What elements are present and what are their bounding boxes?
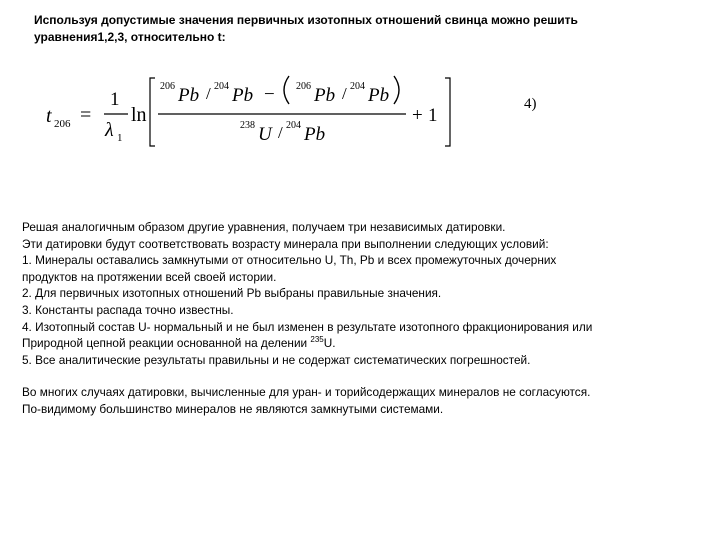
list-item-4-text: Природной цепной реакции основанной на делении (22, 336, 311, 351)
list-item-4-cont (22, 335, 712, 352)
pb-e: Pb (304, 124, 326, 145)
iso-204-b: 204 (350, 81, 365, 92)
left-paren (284, 76, 289, 104)
fraction-numerator: 1 (110, 89, 120, 110)
ln-operator: ln (131, 104, 147, 126)
pb-d: Pb (368, 85, 390, 106)
minus-sign: − (264, 84, 275, 105)
left-bracket (150, 78, 155, 146)
heading-line-2: уравнения1,2,3, относительно t: (34, 30, 226, 44)
uranium-symbol: U. (323, 336, 336, 351)
uranium-mass-number: 235 (310, 335, 324, 345)
iso-204-c: 204 (286, 120, 301, 131)
list-item-1: 1. Минералы оставались замкнутыми от относительно U, Th, Pb и всех промежуточных дочерних (22, 253, 557, 268)
pb-a: Pb (178, 85, 200, 106)
formula (34, 70, 684, 160)
spacer (22, 368, 712, 384)
right-paren (394, 76, 399, 104)
conclusion-line-1: Во многих случаях датировки, вычисленные для уран- и торийсодержащих минералов не согласуются. (22, 385, 591, 400)
lhs-subscript: 206 (54, 118, 71, 130)
right-bracket (445, 78, 450, 146)
pb-c: Pb (314, 85, 336, 106)
plus-one: 1 (428, 105, 438, 126)
conclusion-line-2: По-видимому большинство минералов не являются замкнутыми системами. (22, 401, 444, 416)
fraction-denominator-sub: 1 (117, 132, 123, 144)
body-text (22, 219, 712, 418)
list-item-4: 4. Изотопный состав U- нормальный и не был изменен в результате изотопного фракционирования или (22, 319, 593, 334)
iso-238: 238 (240, 120, 255, 131)
iso-206-a: 206 (160, 81, 175, 92)
list-item-5: 5. Все аналитические результаты правильны и не содержат систематических погрешностей. (22, 352, 531, 367)
pb-b: Pb (232, 85, 254, 106)
paragraph-line: Эти датировки будут соответствовать возрасту минерала при выполнении следующих условий: (22, 236, 549, 251)
u-symbol: U (258, 124, 272, 145)
paragraph-line: Решая аналогичным образом другие уравнения, получаем три независимых датировки. (22, 220, 506, 234)
list-item-3: 3. Константы распада точно известны. (22, 302, 234, 317)
slash-a: / (206, 84, 211, 103)
formula-svg (34, 70, 684, 160)
list-item-2: 2. Для первичных изотопных отношений Pb выбраны правильные значения. (22, 286, 442, 301)
formula-number: 4) (524, 96, 537, 112)
iso-206-b: 206 (296, 81, 311, 92)
plus-sign: + (412, 105, 423, 126)
iso-204-a: 204 (214, 81, 229, 92)
list-item-1-cont: продуктов на протяжении всей своей истории. (22, 269, 277, 284)
lhs-variable: t (46, 105, 52, 127)
fraction-denominator: λ (105, 119, 114, 141)
slash-c: / (278, 123, 283, 142)
equals-sign: = (80, 104, 92, 126)
slash-b: / (342, 84, 347, 103)
heading-line-1: Используя допустимые значения первичных изотопных отношений свинца можно решить (34, 13, 578, 27)
heading (34, 12, 694, 46)
